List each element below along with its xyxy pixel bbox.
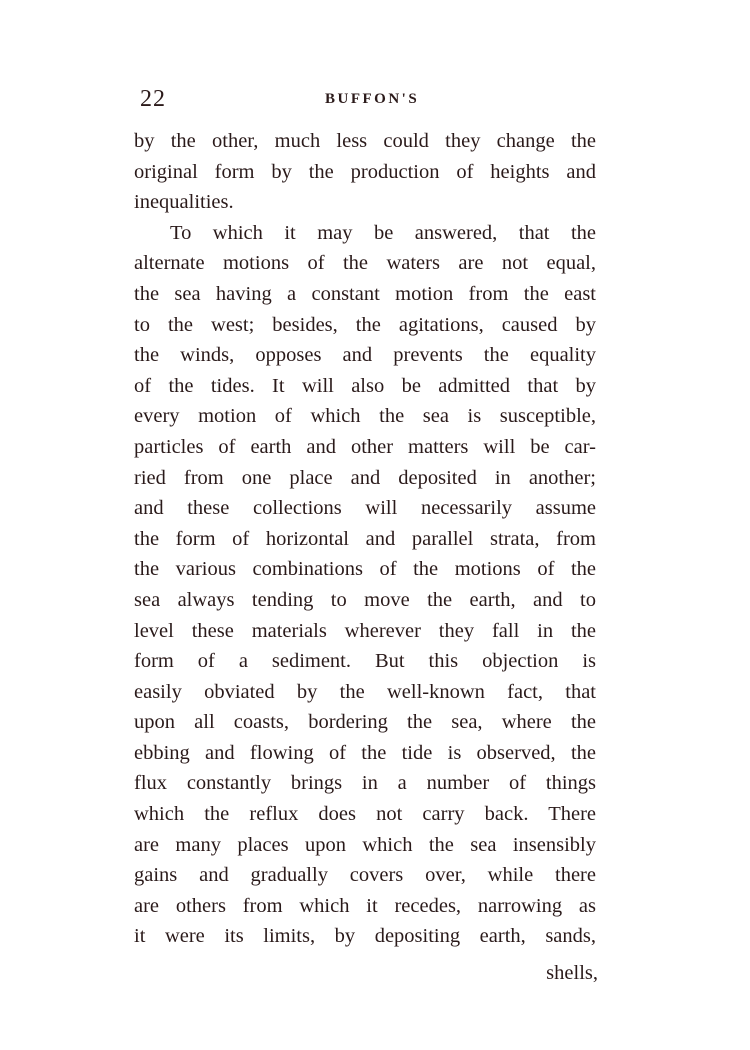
catchword: shells, <box>546 962 598 984</box>
text-line: original form by the production of heights and <box>134 160 596 183</box>
text-line: to the west; besides, the agitations, caused by <box>134 313 596 336</box>
text-line: and these collections will necessarily assume <box>134 497 596 520</box>
text-line: are many places upon which the sea insensibly <box>134 833 596 856</box>
text-line: particles of earth and other matters will be car- <box>134 435 596 458</box>
text-line: ebbing and flowing of the tide is observed, the <box>134 741 596 764</box>
text-line: flux constantly brings in a number of things <box>134 772 596 795</box>
text-line: easily obviated by the well-known fact, that <box>134 680 596 703</box>
text-line: inequalities. <box>134 191 234 214</box>
text-line: are others from which it recedes, narrowing as <box>134 894 596 917</box>
running-title: BUFFON'S <box>325 91 420 107</box>
text-line: alternate motions of the waters are not equal, <box>134 252 596 275</box>
text-line: which the reflux does not carry back. There <box>134 803 596 826</box>
text-line: the winds, opposes and prevents the equality <box>134 344 596 367</box>
text-line: every motion of which the sea is susceptible, <box>134 405 596 428</box>
text-line: form of a sediment. But this objection is <box>134 650 596 673</box>
text-line: To which it may be answered, that the <box>170 221 596 244</box>
text-line: the sea having a constant motion from the east <box>134 282 596 305</box>
body-text <box>134 126 596 952</box>
running-head <box>140 84 600 114</box>
text-line: upon all coasts, bordering the sea, where the <box>134 711 596 734</box>
text-line: by the other, much less could they change the <box>134 130 596 152</box>
text-line: sea always tending to move the earth, and to <box>134 588 596 611</box>
text-line: the form of horizontal and parallel strata, from <box>134 527 596 550</box>
text-line: gains and gradually covers over, while there <box>134 864 596 887</box>
text-line: it were its limits, by depositing earth, sands, <box>134 925 596 948</box>
page-number: 22 <box>140 86 166 112</box>
text-line: ried from one place and deposited in another; <box>134 466 596 489</box>
text-line: level these materials wherever they fall in the <box>134 619 596 642</box>
text-line: of the tides. It will also be admitted that by <box>134 374 596 397</box>
text-line: the various combinations of the motions of the <box>134 558 596 581</box>
